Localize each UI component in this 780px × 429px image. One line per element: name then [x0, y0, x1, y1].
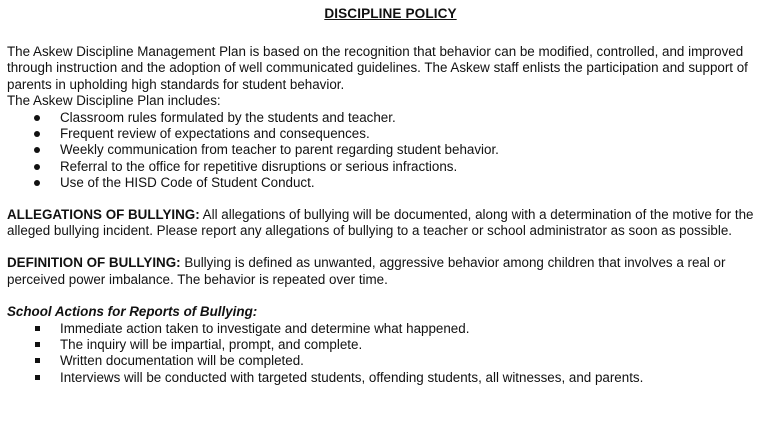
list-item: Referral to the office for repetitive disruptions or serious infractions. [7, 159, 774, 175]
definition-paragraph [7, 255, 774, 287]
list-item: Classroom rules formulated by the students and teacher. [7, 110, 774, 126]
list-item: Immediate action taken to investigate and determine what happened. [7, 321, 774, 337]
plan-includes-list [7, 110, 774, 191]
intro-paragraph: The Askew Discipline Management Plan is based on the recognition that behavior can be modified, controlled, and improved through instruction and the adoption of well communicated guidelines. The Askew staff enlists the participation and support of parents in upholding high standards for student behavior. [7, 44, 748, 92]
school-actions-list [7, 321, 774, 386]
allegations-text: All allegations of bullying will be documented, along with a determination of the motive for the alleged bullying incident. Please report any allegations of bullying to a teacher or school administrator as soon as possible. [7, 207, 754, 239]
allegations-heading: ALLEGATIONS OF BULLYING: [7, 207, 200, 223]
plan-includes-label: The Askew Discipline Plan includes: [7, 92, 221, 108]
list-item: Interviews will be conducted with targeted students, offending students, all witnesses, and parents. [7, 370, 774, 386]
page-title: DISCIPLINE POLICY [324, 6, 457, 21]
list-item: Weekly communication from teacher to parent regarding student behavior. [7, 142, 774, 158]
definition-text: Bullying is defined as unwanted, aggressive behavior among children that involves a real or perceived power imbalance. The behavior is repeated over time. [7, 255, 726, 287]
list-item: Written documentation will be completed. [7, 353, 774, 369]
definition-heading: DEFINITION OF BULLYING: [7, 255, 181, 271]
list-item: Frequent review of expectations and consequences. [7, 126, 774, 142]
allegations-paragraph [7, 207, 774, 239]
school-actions-heading: School Actions for Reports of Bullying: [7, 303, 258, 319]
list-item: Use of the HISD Code of Student Conduct. [7, 175, 774, 191]
list-item: The inquiry will be impartial, prompt, and complete. [7, 337, 774, 353]
